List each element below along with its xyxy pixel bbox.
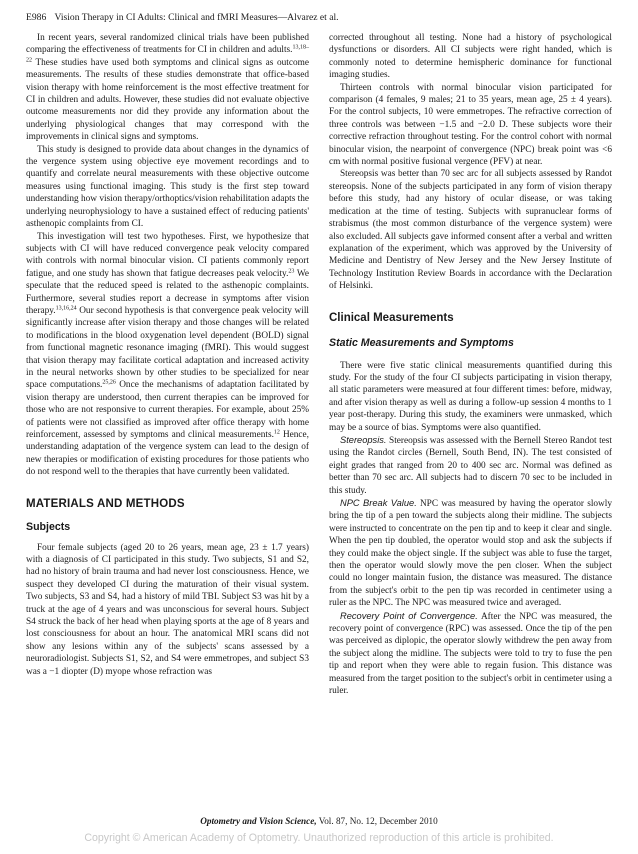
- subsection-heading-static: Static Measurements and Symptoms: [329, 336, 514, 349]
- subjects-paragraph-1: Four female subjects (aged 20 to 26 years, mean age, 23 ± 1.7 years) with a diagnosis of CI participated in this study. Two subjects, S1 and S2, had no history of brain trauma and had never lost consciousness. Hence, we suspect they developed CI during the maturation of their visual system. Two subjects, S3 and S4, had a history of mild TBI. Subject S3 was hit by a truck at the age of 4 years and was unconscious for several hours. Subject S4 struck the back of her head when playing sports at the age of 8 years and lost consciousness for about an hour. The anatomical MRI scans did not show any lesions within any of the subjects' scans assessed by a neuroradiologist. Subjects S1, S2, and S4 were emmetropes, and subject S3 was a −1 diopter (D) myope whose refraction was: [26, 542, 309, 677]
- rpc-runin: Recovery Point of Convergence.: [340, 610, 478, 621]
- controls-paragraph: Thirteen controls with normal binocular vision participated for comparison (4 females, 9 males; 21 to 35 years, mean age, 25 ± 4 years). For the control subjects, 10 were emmetropes. The refractive correction of three controls was between −1.5 and −2.0 D. These subjects wore their corrective refraction throughout testing. For the control cohort with normal binocular vision, the nearpoint of convergence (NPC) break point was <6 cm with normal positive fusional vergence (PFV) at near.: [329, 82, 612, 168]
- static-paragraph: There were five static clinical measurements quantified during this study. For the study of the four CI subjects participating in vision therapy, all static parameters were measured at four different times: before, midway, and after vision therapy as well as during a follow-up session 4 months to 1 year post-therapy. During this study, the examiners were unmasked, which may be a source of bias. Symptoms were also quantified.: [329, 360, 612, 433]
- left-column: [26, 32, 309, 678]
- citation: 13,16,24: [55, 305, 77, 312]
- exclusion-paragraph: Stereopsis was better than 70 sec arc for all subjects assessed by Randot stereopsis. None of the subjects participated in any form of vision therapy before this study, had any history of ocular disease, or was taking medication at the time of testing. Subjects with supranuclear forms of strabismus (the most common disturbance of the vergence system) were also excluded. All subjects gave informed consent after a verbal and written explanation of the experiment, which was approved by the University of Medicine and Dentistry of New Jersey and the New Jersey Institute of Technology Institution Review Boards in accordance with the Declaration of Helsinki.: [329, 169, 612, 292]
- running-header: [26, 12, 616, 24]
- journal-issue: Vol. 87, No. 12, December 2010: [316, 816, 438, 826]
- journal-name: Optometry and Vision Science,: [200, 816, 317, 826]
- subjects-paragraph-2: corrected throughout all testing. None had a history of psychological dysfunctions or disorders. All CI subjects were right handed, which is commonly noted to determine hemispheric dominance for functional imaging studies.: [329, 33, 612, 81]
- right-column: [329, 32, 612, 698]
- journal-footer: [0, 815, 638, 827]
- npc-runin: NPC Break Value.: [340, 498, 417, 508]
- page-number: E986: [26, 12, 47, 23]
- intro-paragraph-2: This study is designed to provide data about changes in the dynamics of the vergence system using objective eye movement recordings and to quantify and correlate neural measurements with these objective outcome measures using functional imaging. This study is the first step toward understanding how vision therapy/orthoptics/vision rehabilitation adapts the underlying neurophysiology to have a sustained effect of reducing patients' asthenopic complaints from CI.: [26, 144, 309, 230]
- citation: 12: [273, 429, 280, 436]
- section-heading-methods: MATERIALS AND METHODS: [26, 497, 185, 510]
- intro-paragraph-3: This investigation will test two hypotheses. First, we hypothesize that subjects with CI will have reduced convergence peak velocity compared with controls with normal binocular vision. CI patients commonly report fatigue, and one study has shown that fatigue decreases peak velocity.$^{23}$ We speculate that the reduced speed is related to the asthenopic complaints. Furthermore, several studies report a decrease in symptoms after vision therapy.$^{13,16,24}$ Our second hypothesis is that convergence peak velocity will significantly increase after vision therapy and those changes will be related to modifications in the blood oxygenation level dependent (BOLD) signal from functional magnetic resonance imaging (fMRI). This would suggest that vision therapy may facilitate cortical adaptation and increased activity in the neural networks shown by other studies to be specialized for near space computations.$^{25,26}$ Once the mechanisms of adaptation facilitated by vision therapy are understood, then current therapies can be improved for those who are not responsive to current therapies. For example, about 25% of patients were not classified as improved after office therapy with home reinforcement, assessed by symptoms and clinical measurements.$^{12}$ Hence, understanding adaptation of the vergence system can lead to the design of new therapies or modification of existing procedures for those patients who do not respond well to the therapies that have currently been validated.: [26, 231, 310, 478]
- citation: 25,26: [102, 379, 116, 386]
- intro-paragraph-1: In recent years, several randomized clinical trials have been published comparing the effectiveness of treatments for CI in children and adults.$^{13,18-22}$ These studies have used both symptoms and clinical signs as outcome measurements. The results of these studies demonstrate that office-based vision therapy with home reinforcement is the most effective treatment for CI in children and adults. However, these studies did not evaluate objective outcome measurements nor did they provide any information about the underlying physiological changes that may correspond with the improvements in clinical signs and symptoms.: [26, 33, 309, 143]
- citation: 23: [288, 268, 295, 275]
- subsection-heading-subjects: Subjects: [26, 520, 71, 533]
- citation: 13,18–22: [26, 44, 309, 64]
- rpc-paragraph: Recovery Point of Convergence. After the NPC was measured, the recovery point of convergence (RPC) was assessed. Once the tip of the pen was perceived as diplopic, the operator slowly withdrew the pen away from the subject along the midline. The subjects were told to try to fuse the pen tip and report when they were able to regain fusion. This distance was measured from the target position to the subject's orbit in centimeter using a ruler.: [329, 610, 612, 697]
- running-title: Vision Therapy in CI Adults: Clinical and fMRI Measures—Alvarez et al.: [54, 12, 339, 23]
- stereopsis-paragraph: Stereopsis. Stereopsis was assessed with the Bernell Stereo Randot test using the Randot circles (Bernell, South Bend, IN). The test consisted of eight grades that ranged from 20 to 400 sec arc. Normal was defined as better than 70 sec arc. All subjects had to discern 70 sec to be included in this study.: [329, 434, 612, 496]
- copyright-notice: Copyright © American Academy of Optometry. Unauthorized reproduction of this article is prohibited.: [84, 832, 554, 844]
- npc-paragraph: NPC Break Value. NPC was measured by having the operator slowly bring the tip of a pen toward the subjects along their midline. The subjects were instructed to concentrate on the pen tip and to keep it clear and single. When the pen tip doubled, the operator would stop and ask the subjects if they could make the object single. If the subject was able to fuse the target, then the operator would slowly move the pen closer. When the subject could no longer maintain fusion, the distance was measured. The distance from the subject's orbit to the pen tip was recorded in centimeter using a ruler as the NPC. The NPC was measured twice and averaged.: [329, 498, 612, 609]
- section-heading-clinical: Clinical Measurements: [329, 311, 454, 324]
- stereopsis-runin: Stereopsis.: [340, 434, 387, 445]
